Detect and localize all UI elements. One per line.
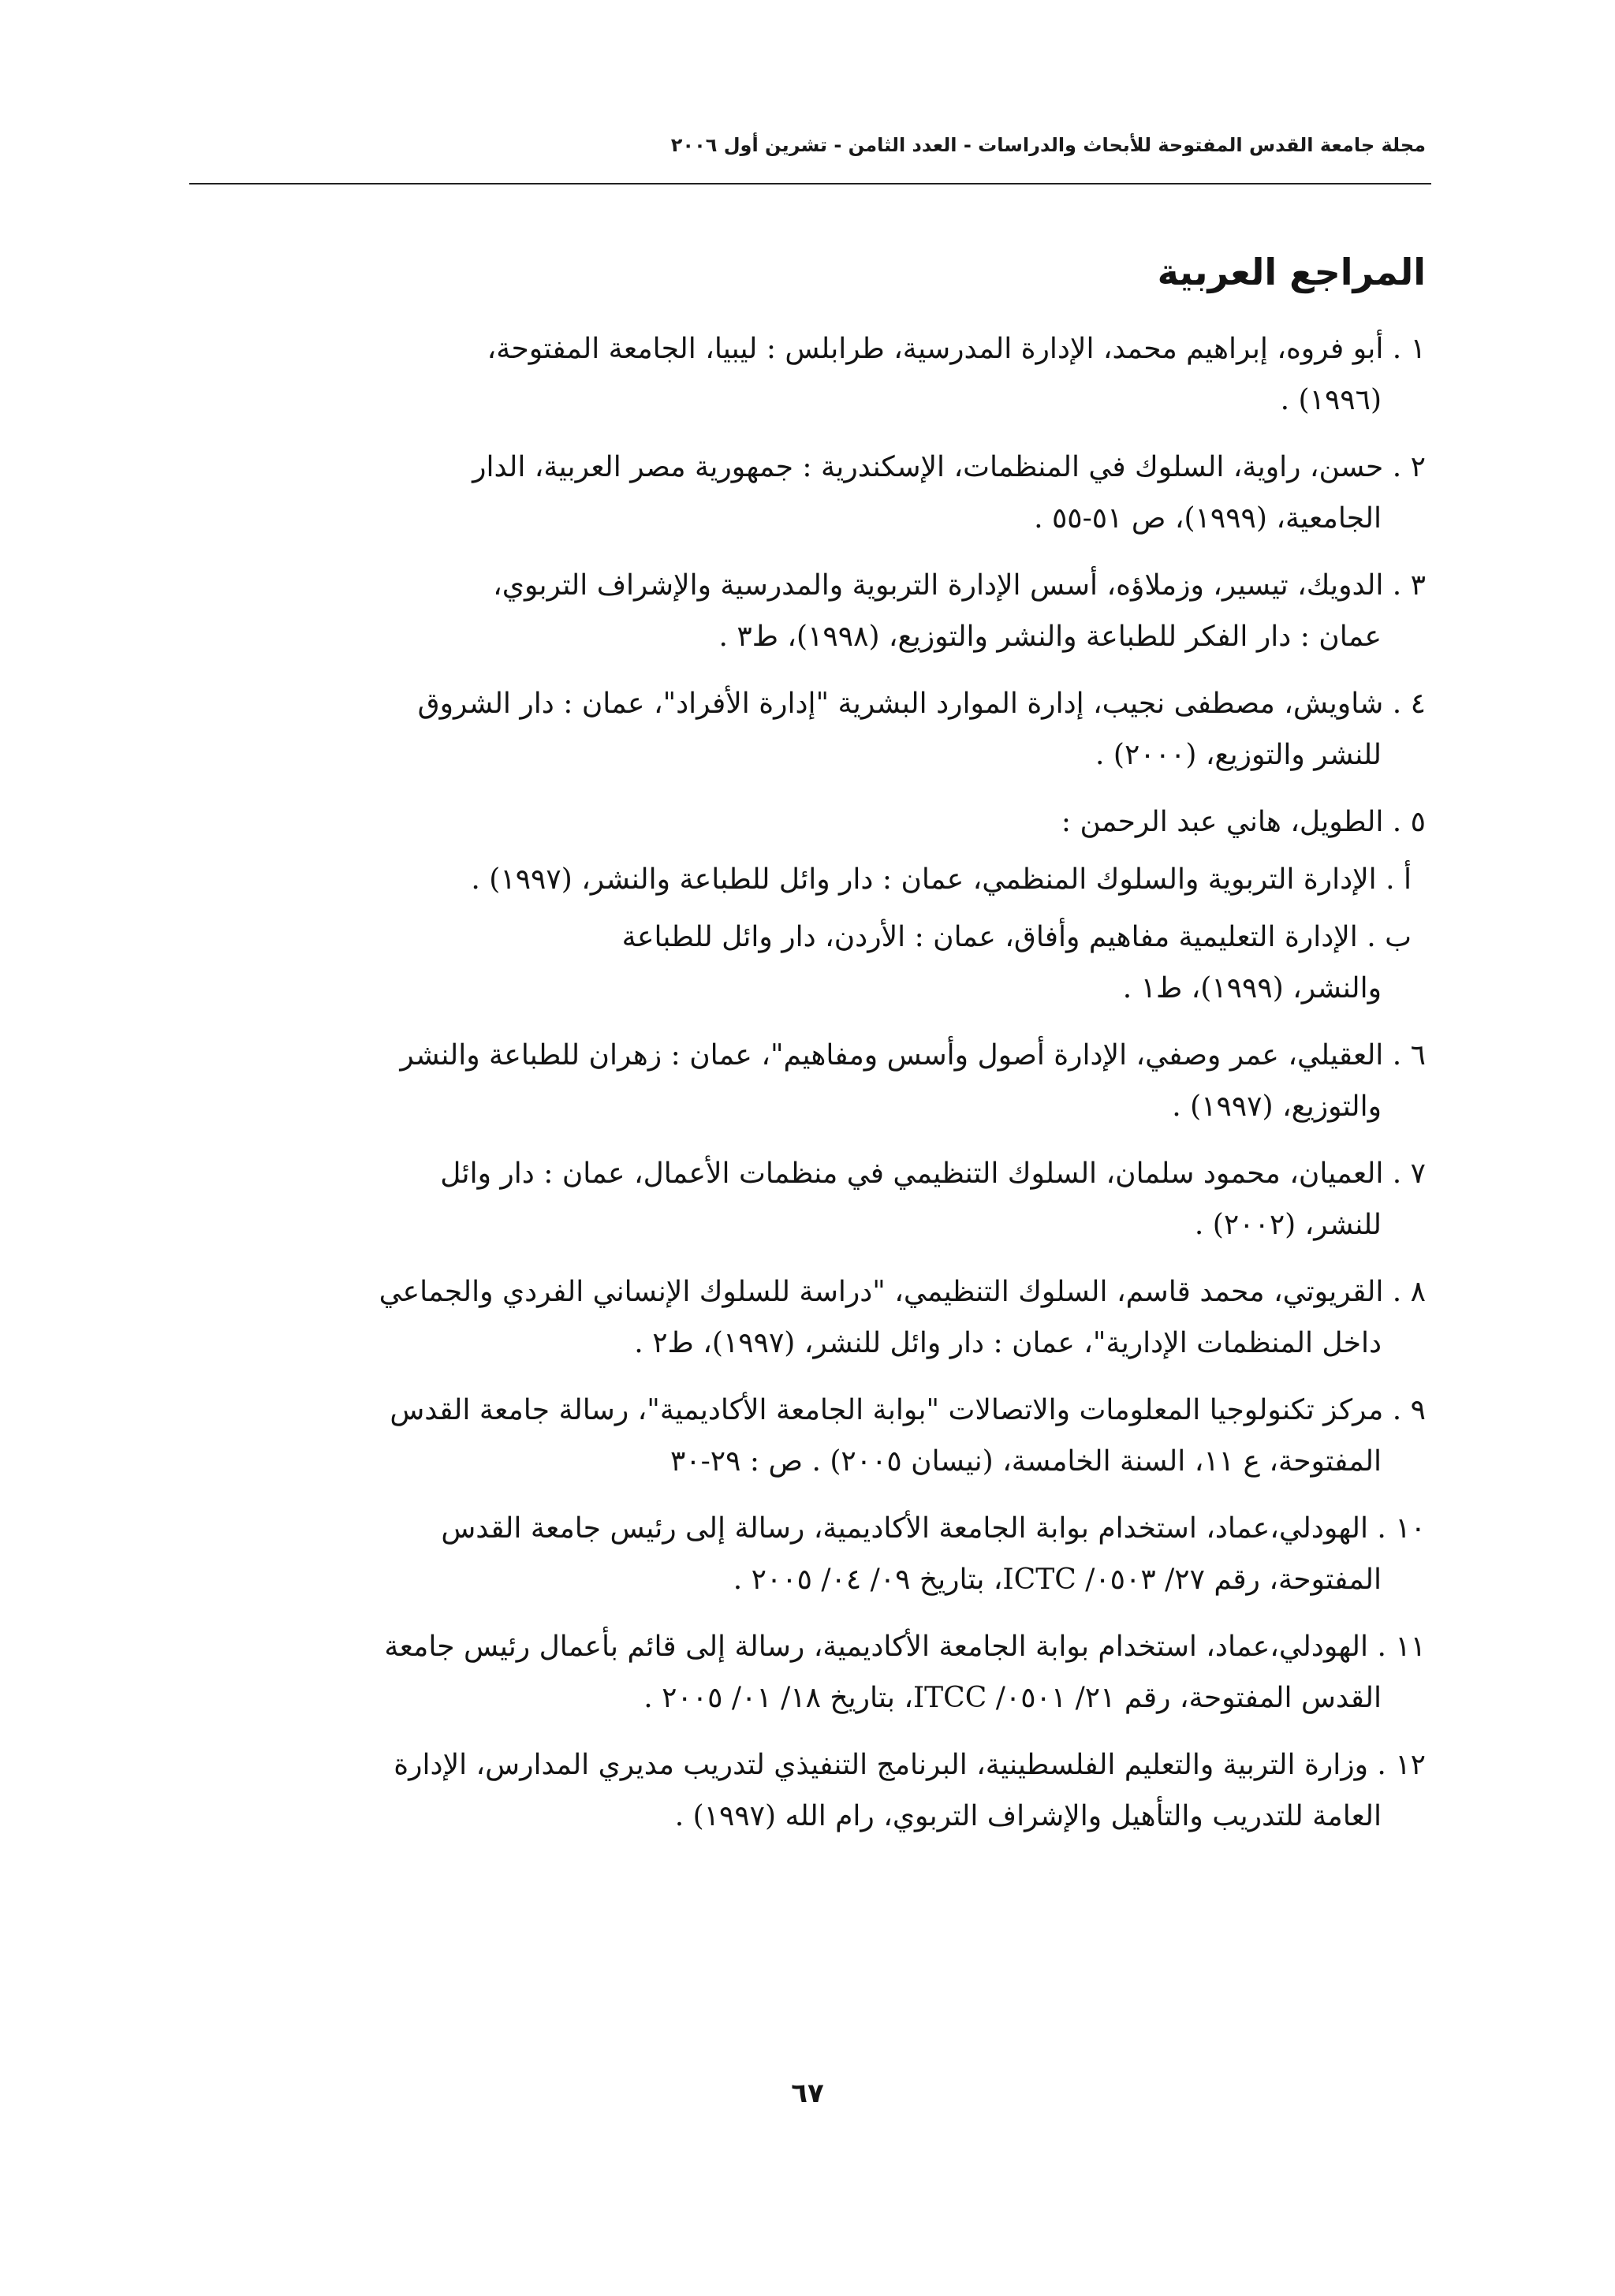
reference-line: ٩ . مركز تكنولوجيا المعلومات والاتصالات "بوابة الجامعة الأكاديمية"، رسالة جامعة القدس xyxy=(390,1394,1426,1426)
reference-item-2 xyxy=(180,442,1426,544)
reference-item-7 xyxy=(180,1148,1426,1250)
reference-line: ٨ . القريوتي، محمد قاسم، السلوك التنظيمي، "دراسة للسلوك الإنساني الفردي والجماعي xyxy=(379,1276,1426,1308)
reference-line: (١٩٩٦) . xyxy=(1280,384,1382,416)
reference-item-6 xyxy=(180,1030,1426,1132)
reference-line: ١١ . الهودلي،عماد، استخدام بوابة الجامعة الأكاديمية، رسالة إلى قائم بأعمال رئيس جامعة xyxy=(384,1631,1426,1663)
reference-item-1 xyxy=(180,323,1426,426)
reference-line: ب . الإدارة التعليمية مفاهيم وأفاق، عمان : الأردن، دار وائل للطباعة xyxy=(621,921,1412,953)
reference-line: ٦ . العقيلي، عمر وصفي، الإدارة أصول وأسس ومفاهيم"، عمان : زهران للطباعة والنشر xyxy=(400,1039,1426,1072)
reference-line: والتوزيع، (١٩٩٧) . xyxy=(1172,1090,1382,1123)
reference-line: والنشر، (١٩٩٩)، ط١ . xyxy=(1122,972,1382,1004)
reference-line: الجامعية، (١٩٩٩)، ص ٥١-٥٥ . xyxy=(1034,502,1382,535)
reference-item-10 xyxy=(180,1503,1426,1605)
reference-line: القدس المفتوحة، رقم ٢١/ ٠٥٠١/ ITCC، بتاريخ ١٨/ ٠١/ ٢٠٠٥ . xyxy=(643,1682,1382,1714)
reference-item-5a xyxy=(180,854,1426,905)
section-title: المراجع العربية xyxy=(1157,251,1426,293)
reference-line: ٧ . العميان، محمود سلمان، السلوك التنظيمي في منظمات الأعمال، عمان : دار وائل xyxy=(440,1157,1426,1190)
reference-list xyxy=(180,323,1426,1858)
reference-line: ٤ . شاويش، مصطفى نجيب، إدارة الموارد البشرية "إدارة الأفراد"، عمان : دار الشروق xyxy=(417,688,1426,720)
reference-item-12 xyxy=(180,1739,1426,1842)
page-number: ٦٧ xyxy=(791,2078,824,2109)
reference-item-4 xyxy=(180,678,1426,781)
reference-line: ١٠ . الهودلي،عماد، استخدام بوابة الجامعة الأكاديمية، رسالة إلى رئيس جامعة القدس xyxy=(441,1512,1426,1545)
reference-line: داخل المنظمات الإدارية"، عمان : دار وائل للنشر، (١٩٩٧)، ط٢ . xyxy=(634,1327,1382,1359)
reference-line: للنشر والتوزيع، (٢٠٠٠) . xyxy=(1095,739,1382,771)
reference-item-8 xyxy=(180,1266,1426,1369)
reference-item-3 xyxy=(180,560,1426,662)
reference-line: عمان : دار الفكر للطباعة والنشر والتوزيع، (١٩٩٨)، ط٣ . xyxy=(718,621,1382,653)
reference-item-5 xyxy=(180,796,1426,848)
running-header: مجلة جامعة القدس المفتوحة للأبحاث والدراسات - العدد الثامن - تشرين أول ٢٠٠٦ xyxy=(670,134,1426,156)
reference-item-11 xyxy=(180,1621,1426,1724)
reference-line: المفتوحة، رقم ٢٧/ ٠٥٠٣/ ICTC، بتاريخ ٠٩/ ٠٤/ ٢٠٠٥ . xyxy=(733,1564,1382,1596)
reference-line: ٥ . الطويل، هاني عبد الرحمن : xyxy=(1061,806,1426,838)
reference-line: ١ . أبو فروه، إبراهيم محمد، الإدارة المدرسية، طرابلس : ليبيا، الجامعة المفتوحة، xyxy=(487,333,1426,365)
header-divider xyxy=(189,183,1431,184)
reference-line: ٢ . حسن، راوية، السلوك في المنظمات، الإسكندرية : جمهورية مصر العربية، الدار xyxy=(472,451,1426,483)
reference-line: للنشر، (٢٠٠٢) . xyxy=(1194,1209,1382,1241)
reference-line: ٣ . الدويك، تيسير، وزملاؤه، أسس الإدارة التربوية والمدرسية والإشراف التربوي، xyxy=(493,569,1426,602)
reference-item-9 xyxy=(180,1385,1426,1487)
reference-line: ١٢ . وزارة التربية والتعليم الفلسطينية، البرنامج التنفيذي لتدريب مديري المدارس، الإدارة xyxy=(393,1749,1426,1781)
reference-item-5b xyxy=(180,911,1426,1014)
reference-line: العامة للتدريب والتأهيل والإشراف التربوي، رام الله (١٩٩٧) . xyxy=(674,1800,1382,1832)
reference-line: أ . الإدارة التربوية والسلوك المنظمي، عمان : دار وائل للطباعة والنشر، (١٩٩٧) . xyxy=(471,863,1412,896)
reference-line: المفتوحة، ع ١١، السنة الخامسة، (نيسان ٢٠٠٥) . ص : ٢٩-٣٠ xyxy=(669,1445,1382,1478)
